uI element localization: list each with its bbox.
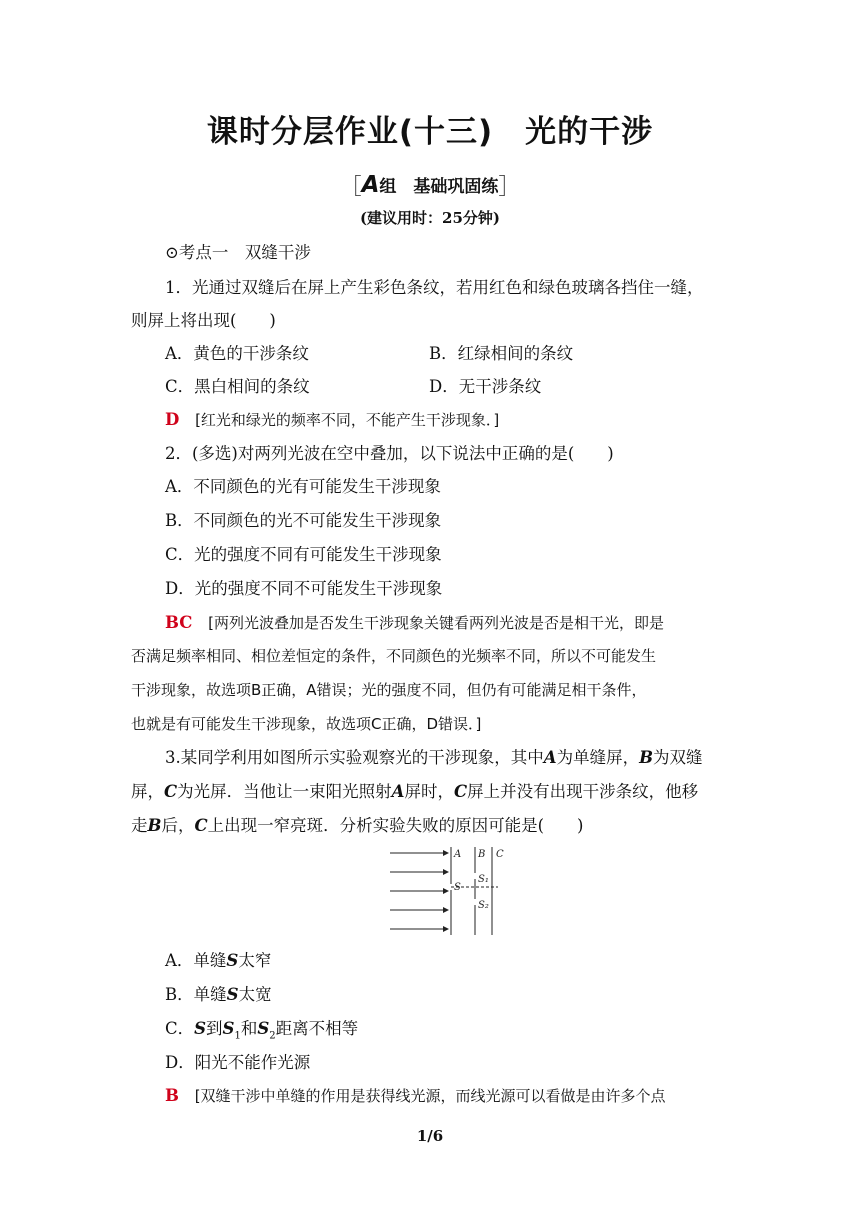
q3-option-d: D．阳光不能作光源 [165,1053,311,1072]
double-slit-figure [388,845,518,937]
q3-stem-line1: 3.某同学利用如图所示实验观察光的干涉现象，其中A为单缝屏，B为双缝 [165,748,703,767]
q2-answer: BC [165,613,193,632]
label-a: A [454,849,462,860]
label-s2: S₂ [478,900,489,911]
group-letter: A [361,172,380,198]
page-number: 1/6 [416,1127,444,1145]
q1-answer: D [165,410,180,429]
q2-option-b: B．不同颜色的光不可能发生干涉现象 [165,511,442,530]
q2-explanation-line1: [两列光波叠加是否发生干涉现象关键看两列光波是否是相干光，即是 [208,614,664,632]
q1-option-a: A．黄色的干涉条纹 [165,344,309,363]
q1-explanation: [红光和绿光的频率不同，不能产生干涉现象．] [195,411,500,429]
q1-stem-line1: 1．光通过双缝后在屏上产生彩色条纹，若用红色和绿色玻璃各挡住一缝， [165,278,704,297]
q3-stem-line3: 走B后，C上出现一窄亮斑．分析实验失败的原因可能是( ) [131,816,584,835]
q1-answer-line [165,410,499,430]
label-c: C [496,849,504,860]
q2-option-d: D．光的强度不同不可能发生干涉现象 [165,579,443,598]
q2-stem: 2．(多选)对两列光波在空中叠加，以下说法中正确的是( ) [165,444,614,463]
q2-explanation-line4: 也就是有可能发生干涉现象，故选项C正确，D错误．] [131,715,482,733]
q2-explanation-line3: 干涉现象，故选项B正确，A错误；光的强度不同，但仍有可能满足相干条件， [131,681,647,699]
q3-option-c: C．S到$S_1$和$S_2$距离不相等 [165,1019,359,1042]
q2-answer-line [165,613,664,633]
q1-option-d: D．无干涉条纹 [429,377,542,396]
q2-option-a: A．不同颜色的光有可能发生干涉现象 [165,477,441,496]
q3-answer: B [165,1086,179,1105]
q2-explanation-line2: 否满足频率相同、相位差恒定的条件，不同颜色的光频率不同，所以不可能发生 [131,647,657,665]
q1-stem-line2: 则屏上将出现( ) [131,311,276,330]
group-header: ［A组 基础巩固练］ [339,172,521,200]
label-b: B [478,849,486,860]
label-s1: S₁ [478,874,489,885]
page-title: 课时分层作业(十三) 光的干涉 [206,114,654,150]
time-note: (建议用时：25分钟) [359,209,501,227]
q3-option-b: B．单缝S太宽 [165,985,272,1004]
group-label: 组 基础巩固练 [379,177,499,197]
q1-option-b: B．红绿相间的条纹 [429,344,574,363]
q3-stem-line2: 屏，C为光屏．当他让一束阳光照射A屏时，C屏上并没有出现干涉条纹，他移 [131,782,699,801]
q2-option-c: C．光的强度不同有可能发生干涉现象 [165,545,442,564]
q3-explanation: [双缝干涉中单缝的作用是获得线光源，而线光源可以看做是由许多个点 [194,1087,666,1105]
label-s: S [454,882,461,893]
q3-option-a: A．单缝S太窄 [165,951,272,970]
section-heading: ⊙考点一 双缝干涉 [165,243,311,262]
q1-option-c: C．黑白相间的条纹 [165,377,310,396]
q3-answer-line [165,1086,666,1106]
